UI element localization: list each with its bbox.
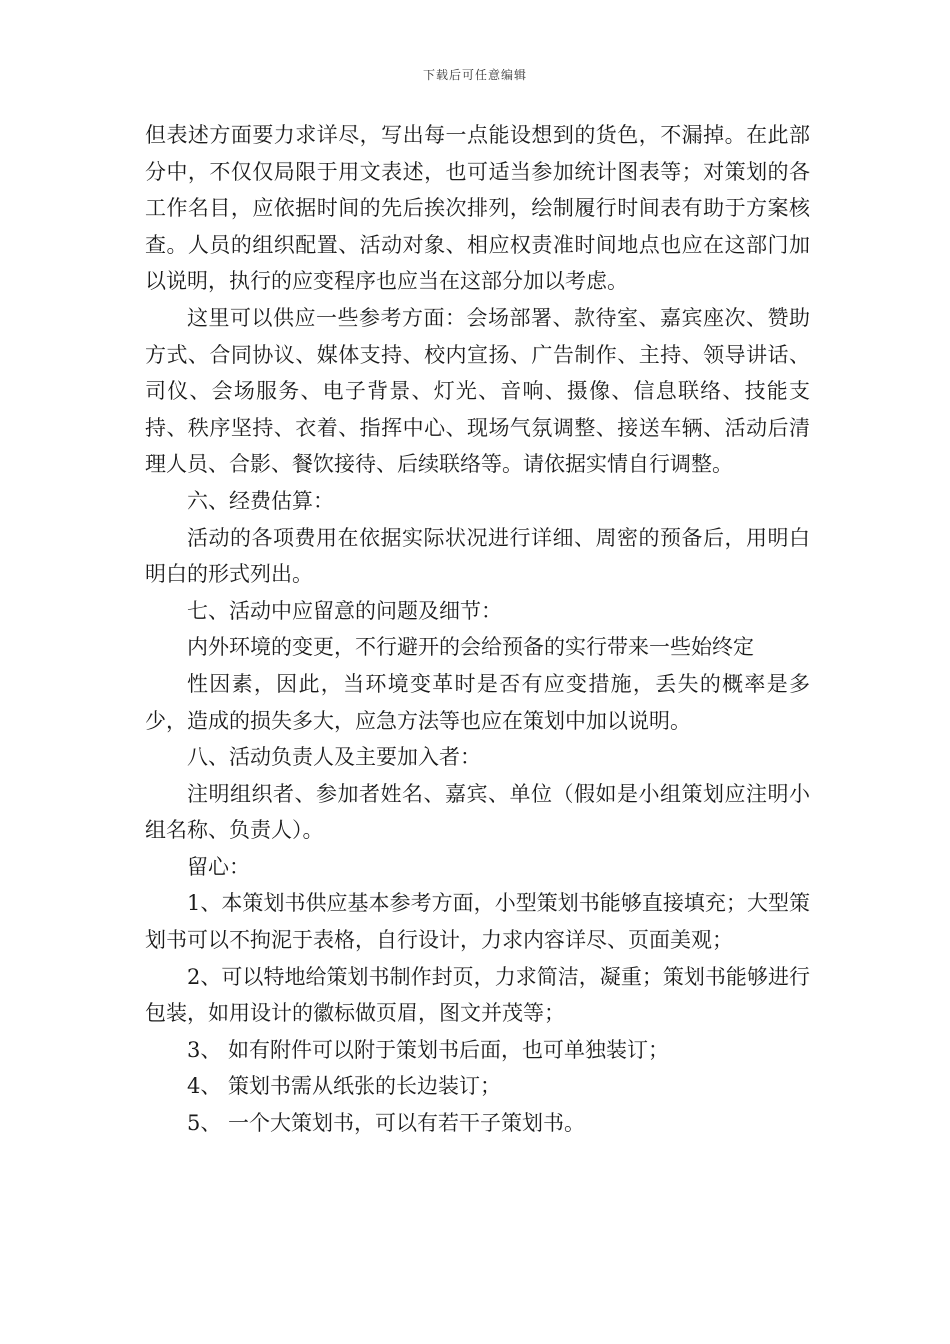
section-heading-budget: 六、经费估算：	[187, 488, 334, 513]
paragraph-issues-rest: 性因素，因此，当环境变革时是否有应变措施，丢失的概率是多少，造成的损失多大，应急方法等也应在策划中加以说明。	[145, 671, 810, 733]
page-header: 下载后可任意编辑	[422, 68, 527, 82]
note-item-2: 2、可以特地给策划书制作封页，力求简洁，凝重；策划书能够进行包装，如用设计的徽标做页眉，图文并茂等；	[145, 964, 810, 1026]
section-heading-responsible: 八、活动负责人及主要加入者：	[187, 745, 481, 770]
document-body	[145, 117, 810, 1142]
paragraph-issues-line1: 内外环境的变更，不行避开的会给预备的实行带来一些始终定	[187, 635, 754, 660]
note-item-5: 5、 一个大策划书，可以有若干子策划书。	[187, 1111, 586, 1136]
note-item-3: 3、 如有附件可以附于策划书后面，也可单独装订；	[187, 1037, 670, 1062]
note-item-1: 1、本策划书供应基本参考方面，小型策划书能够直接填充；大型策划书可以不拘泥于表格，自行设计，力求内容详尽、页面美观；	[145, 891, 810, 953]
paragraph-budget: 活动的各项费用在依据实际状况进行详细、周密的预备后，用明白明白的形式列出。	[145, 525, 810, 587]
section-heading-notes: 留心：	[187, 854, 250, 879]
paragraph-details: 但表述方面要力求详尽，写出每一点能设想到的货色，不漏掉。在此部分中，不仅仅局限于用文表述，也可适当参加统计图表等；对策划的各工作名目，应依据时间的先后挨次排列，绘制履行时间表有助于方案核查。人员的组织配置、活动对象、相应权责准时间地点也应在这部门加以说明，执行的应变程序也应当在这部分加以考虑。	[145, 123, 810, 294]
paragraph-responsible: 注明组织者、参加者姓名、嘉宾、单位（假如是小组策划应注明小组名称、负责人）。	[145, 781, 810, 843]
note-item-4: 4、 策划书需从纸张的长边装订；	[187, 1074, 502, 1099]
section-heading-issues: 七、活动中应留意的问题及细节：	[187, 598, 502, 623]
paragraph-reference-aspects: 这里可以供应一些参考方面：会场部署、款待室、嘉宾座次、赞助方式、合同协议、媒体支持、校内宣扬、广告制作、主持、领导讲话、司仪、会场服务、电子背景、灯光、音响、摄像、信息联络、技能支持、秩序坚持、衣着、指挥中心、现场气氛调整、接送车辆、活动后清理人员、合影、餐饮接待、后续联络等。请依据实情自行调整。	[145, 305, 810, 477]
